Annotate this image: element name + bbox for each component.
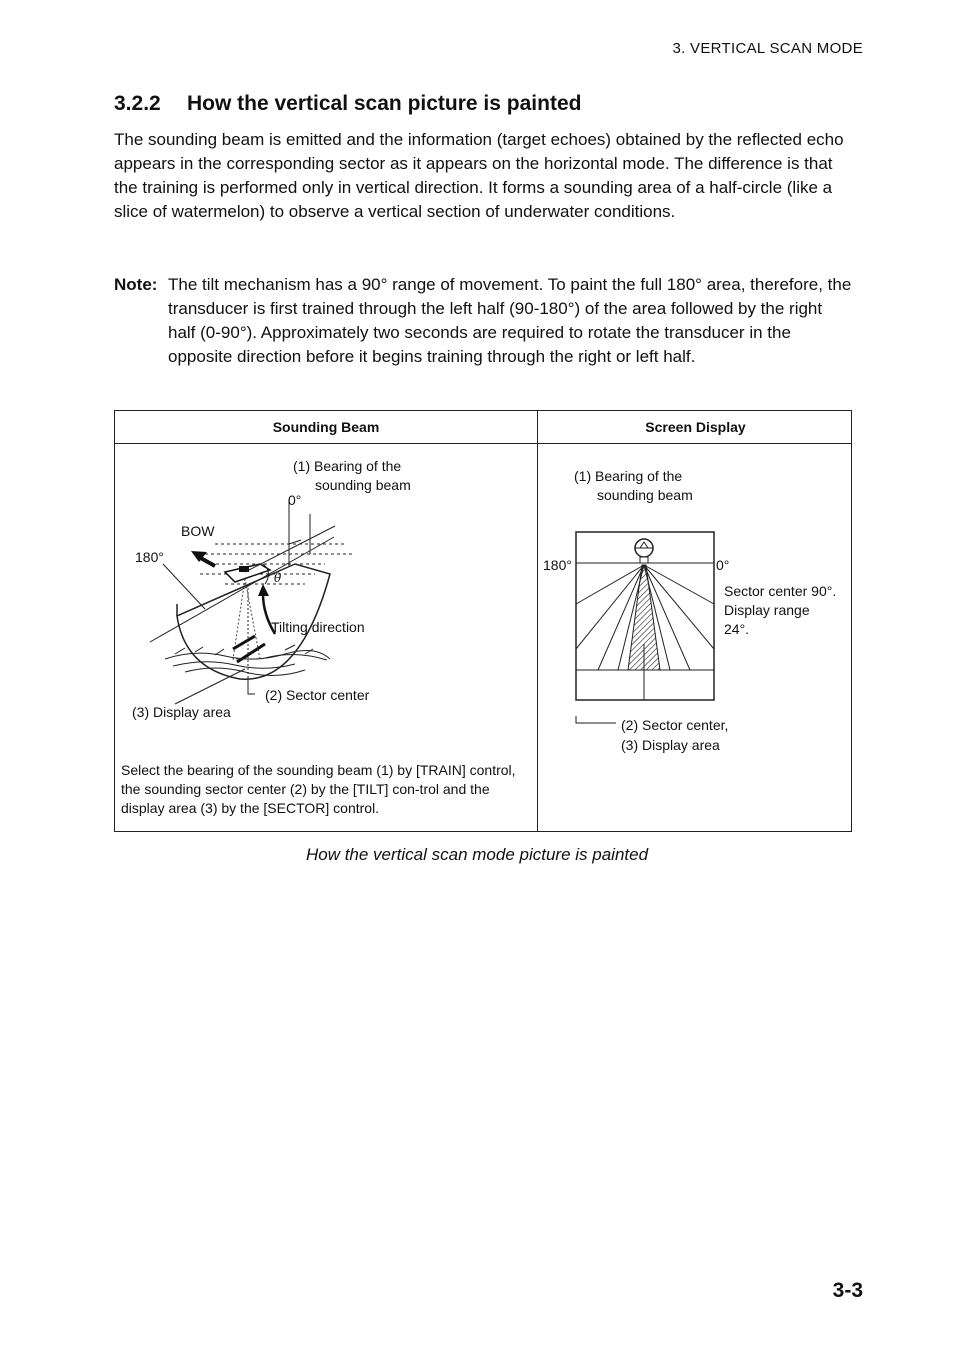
left-display-area-label: (3) Display area (132, 704, 231, 720)
intro-paragraph: The sounding beam is emitted and the information (target echoes) obtained by the reflected echo appears in the corresponding sector as it appears on the horizontal mode. The difference is that the training is performed only in vertical direction. It forms a sounding area of a half-circle (like a slice of watermelon) to observe a vertical section of underwater conditions. (114, 130, 844, 221)
tilting-direction-label: Tilting direction (271, 619, 365, 635)
right-zero-label: 0° (716, 557, 730, 573)
page-number: 3-3 (832, 1279, 863, 1302)
figure-caption: How the vertical scan mode picture is painted (305, 845, 649, 864)
figure-table (114, 410, 852, 832)
left-sector-center-label: (2) Sector center (265, 687, 370, 703)
sector-info-3: 24°. (724, 621, 750, 637)
left-bearing-label-1: (1) Bearing of the (293, 458, 402, 474)
leader-180 (163, 564, 205, 609)
section-heading (114, 92, 581, 116)
note-block (114, 273, 854, 369)
section-title: How the vertical scan picture is painted (187, 92, 582, 115)
bow-label: BOW (181, 523, 215, 539)
controls-description: Select the bearing of the sounding beam (1) by [TRAIN] control, the sounding sector center (2) by the [TILT] con-trol and the display area (3) by the [SECTOR] control. (121, 762, 516, 816)
note-text: The tilt mechanism has a 90° range of movement. To paint the full 180° area, therefore, the transducer is first trained through the left half (90-180°) of the area followed by the right half (0-90°). Approximately two seconds are required to rotate the transducer in the opposite direction before it begins training through the right or left half. (168, 275, 852, 366)
right-sector-center-label: (2) Sector center, (621, 717, 729, 733)
right-bearing-label-1: (1) Bearing of the (574, 468, 683, 484)
running-header: 3. VERTICAL SCAN MODE (672, 40, 863, 57)
left-180-label: 180° (135, 549, 164, 565)
note-label: Note: (114, 275, 158, 294)
section-number: 3.2.2 (114, 92, 161, 115)
right-bearing-label-2: sounding beam (597, 487, 693, 503)
right-180-label: 180° (543, 557, 572, 573)
bow-arrow-icon (191, 551, 215, 566)
left-zero-label: 0° (288, 492, 302, 508)
screen-display-header: Screen Display (645, 419, 746, 435)
sounding-beam-header: Sounding Beam (272, 419, 380, 435)
sector-info-2: Display range (724, 602, 810, 618)
sector-info-1: Sector center 90°. (724, 583, 837, 599)
theta-label: θ (274, 571, 282, 585)
sector-center-leader (576, 716, 616, 723)
ship-icon (225, 564, 270, 582)
left-bearing-label-2: sounding beam (315, 477, 411, 493)
right-display-area-label: (3) Display area (621, 737, 720, 753)
